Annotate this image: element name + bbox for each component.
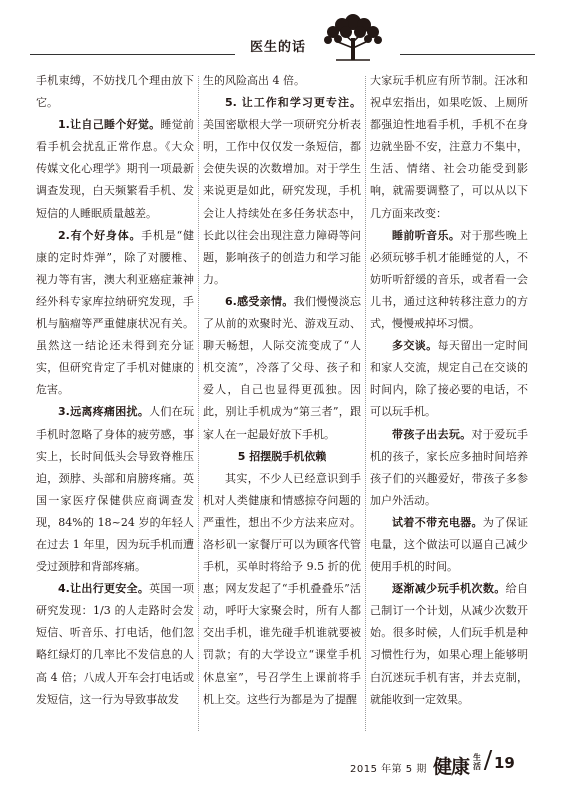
point-body: 手机是“健康的定时炸弹”，除了对腰椎、视力等有害，澳大利亚癌症兼神经外科专家库拉纳研究发现，手机与脑瘤等严重健康状况有关。虽然这一结论还未得到充分证实，但研究肯定了手机对健康的危害。 [36,228,194,397]
text-column-3 [370,70,528,738]
text-column-1 [36,70,194,738]
paragraph [36,401,194,578]
point-heading: 6.感受亲情。 [225,294,294,308]
point-heading: 5. 让工作和学习更专注。 [225,96,361,110]
paragraph [370,225,528,335]
page-footer [0,742,565,782]
paragraph [370,578,528,711]
point-body: 人们在玩手机时忽略了身体的疲劳感，事实上，长时间低头会导致脊椎压迫，颈脖、头部和肩膀疼痛。英国一家医疗保健供应商调查发现，84%的 18~24 岁的年轻人在过去 1 年里，因为玩手机而遭受过颈脖和背部疼痛。 [36,405,194,574]
column-divider [365,76,366,731]
point-heading: 逐渐减少玩手机次数。 [392,582,506,596]
paragraph [36,225,194,402]
point-body: 给自己制订一个计划，从减少次数开始。很多时候，人们玩手机是种习惯性行为，如果心理上能够明白沉迷玩手机有害，并去克制，就能收到一定效果。 [370,582,528,706]
paragraph [370,512,528,578]
header-rule-right [400,54,535,55]
paragraph: 生的风险高出 4 倍。 [203,74,305,87]
page-header [0,0,565,62]
point-body: 英国一项研究发现：1/3 的人走路时会发短信、听音乐、打电话，他们忽略红绿灯的几率比不发信息的人高 4 倍；八成人开车会打电话或发短信，这一行为导致事故发 [36,582,194,706]
point-body: 对于爱玩手机的孩子，家长应多抽时间培养孩子们的兴趣爱好，带孩子多参加户外活动。 [370,427,528,507]
point-body: 每天留出一定时间和家人交流，规定自己在交谈的时间内，除了接必要的电话，不可以玩手机。 [370,339,528,419]
divider-slash [484,750,492,770]
point-body: 睡觉前看手机会扰乱正常作息。《大众传媒文化心理学》期刊一项最新调查发现，白天频繁看手机、发短信的人睡眠质量越差。 [36,118,194,220]
paragraph [370,335,528,423]
paragraph [203,92,361,291]
paragraph [36,114,194,224]
point-heading: 睡前听音乐。 [392,228,461,242]
paragraph: 大家玩手机应有所节制。汪冰和祝卓宏指出，如果吃饭、上厕所都强迫性地看手机，手机不在身边就坐卧不安，注意力不集中，生活、情绪、社会功能受到影响，就需要调整了，可以从以下几方面来改变： [370,74,528,220]
header-rule-left [30,54,235,55]
point-heading: 1.让自己睡个好觉。 [58,118,161,132]
point-heading: 2.有个好身体。 [58,228,142,242]
column-title: 医生的话 [250,40,307,55]
point-heading: 试着不带充电器。 [392,515,483,529]
paragraph [36,578,194,711]
point-heading: 3.远离疼痛困扰。 [58,405,150,419]
point-heading: 4.让出行更安全。 [58,582,150,596]
point-body: 为了保证电量，这个做法可以逼自己减少使用手机的时间。 [370,515,528,574]
page-number: 19 [494,754,515,772]
magazine-logo: 健康 [433,756,470,778]
issue-label: 2015 年第 5 期 [350,764,427,775]
paragraph [370,424,528,512]
section-heading: 5 招摆脱手机依赖 [237,449,327,463]
tree-icon [318,12,388,62]
magazine-logo-suffix: 生活 [473,753,481,771]
column-divider [198,76,199,731]
paragraph: 其实，不少人已经意识到手机对人类健康和情感掠夺问题的严重性，想出不少方法来应对。洛杉矶一家餐厅可以为顾客代管手机，买单时将给予 9.5 折的优惠；网友发起了“手机叠叠乐”活动，呼吁大家聚会时，所有人都交出手机，谁先碰手机谁就要被罚款；有的大学设立“课堂手机休息室”，号召学生上课前将手机上交。这些行为都是为了提醒 [203,471,361,706]
point-body: 美国密歇根大学一项研究分析表明，工作中仅仅发一条短信，都会使失误的次数增加。对于学生来说更是如此，研究发现，手机会让人持续处在多任务状态中，长此以往会出现注意力障碍等问题，影响孩子的创造力和学习能力。 [203,118,361,286]
point-heading: 带孩子出去玩。 [392,427,472,441]
point-heading: 多交谈。 [392,339,438,353]
text-column-2 [203,70,361,738]
point-body: 对于那些晚上必须玩够手机才能睡觉的人，不妨听听舒缓的音乐，或者看一会儿书，通过这种转移注意力的方式，慢慢戒掉坏习惯。 [370,228,528,331]
paragraph [203,291,361,446]
paragraph: 手机束缚，不妨找几个理由放下它。 [36,74,194,110]
point-body: 我们慢慢淡忘了从前的欢聚时光、游戏互动、聊天畅想，人际交流变成了“人机交流”，冷落了父母、孩子和爱人，自己也显得更孤独。因此，别让手机成为“第三者”，跟家人在一起最好放下手机。 [203,294,361,441]
